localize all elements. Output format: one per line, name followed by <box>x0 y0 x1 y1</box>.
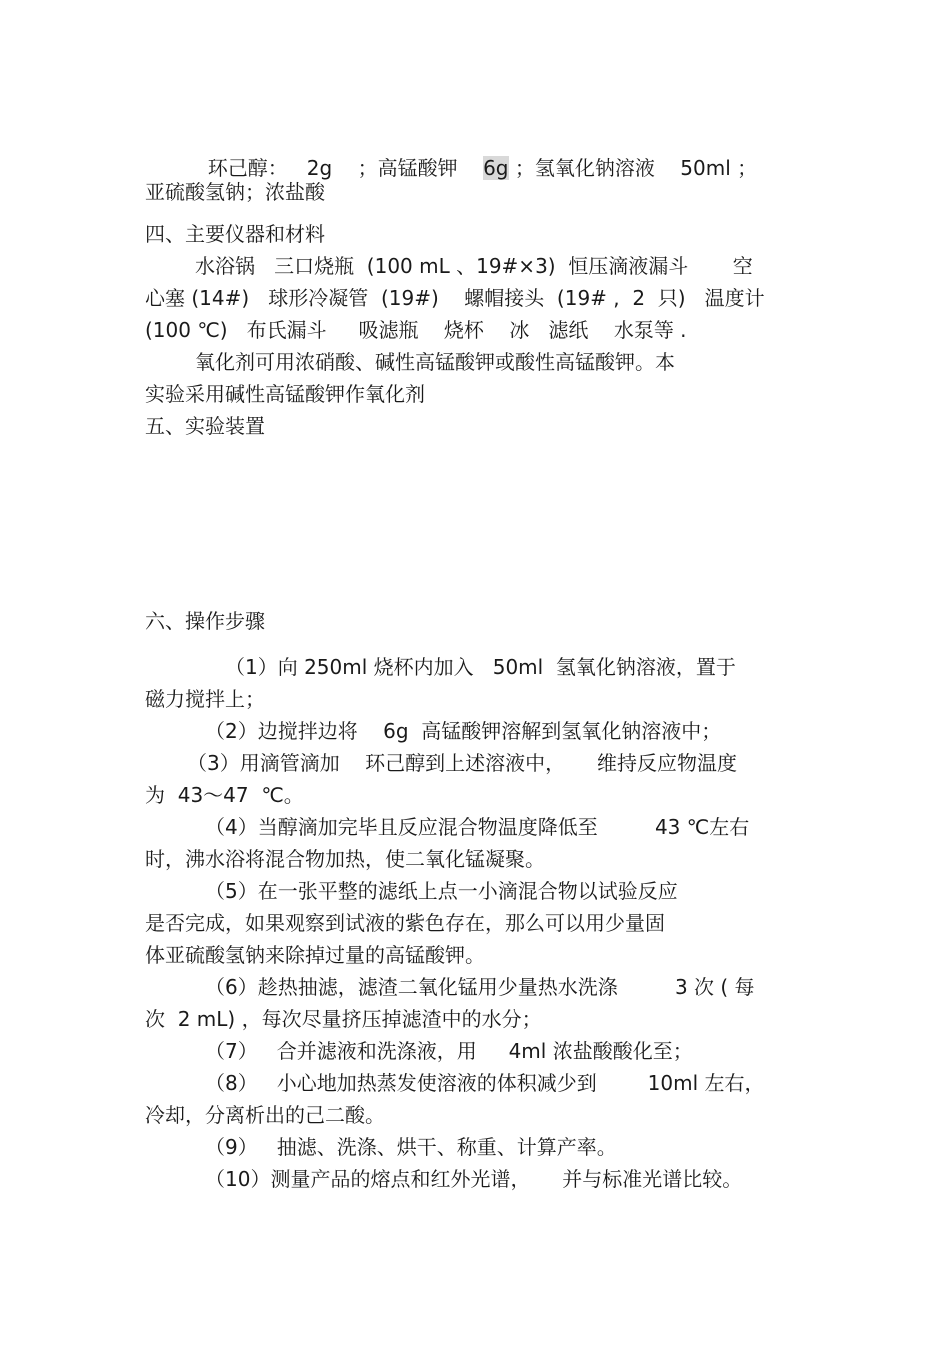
reagents-line-1 <box>195 129 757 181</box>
section-6-heading: 六、操作步骤 <box>145 609 265 633</box>
step-5-line-3: 体亚硫酸氢钠来除掉过量的高锰酸钾。 <box>145 943 485 967</box>
step-3-line-2: 为 43～47 ℃。 <box>145 783 304 807</box>
step-6-line-1: （6）趁热抽滤，滤渣二氧化锰用少量热水洗涤 3 次 ( 每 <box>205 975 755 999</box>
step-8-line-2: 冷却，分离析出的己二酸。 <box>145 1103 385 1127</box>
highlighted-mass: 6g <box>483 156 509 180</box>
step-4-line-2: 时，沸水浴将混合物加热，使二氧化锰凝聚。 <box>145 847 545 871</box>
equipment-line-3: (100 ℃) 布氏漏斗 吸滤瓶 烧杯 冰 滤纸 水泵等 . <box>145 318 687 342</box>
step-4-line-1: （4）当醇滴加完毕且反应混合物温度降低至 43 ℃左右 <box>205 815 750 839</box>
step-1-line-2: 磁力搅拌上； <box>145 687 265 711</box>
step-10: （10）测量产品的熔点和红外光谱， 并与标准光谱比较。 <box>205 1167 743 1191</box>
equipment-line-1: 水浴锅 三口烧瓶 (100 mL 、19#×3) 恒压滴液漏斗 空 <box>195 254 753 278</box>
section-5-heading: 五、实验装置 <box>145 414 265 438</box>
step-5-line-1: （5）在一张平整的滤纸上点一小滴混合物以试验反应 <box>205 879 678 903</box>
step-8-line-1: （8） 小心地加热蒸发使溶液的体积减少到 10ml 左右， <box>205 1071 765 1095</box>
oxidant-line-1: 氧化剂可用浓硝酸、碱性高锰酸钾或酸性高锰酸钾。本 <box>195 350 675 374</box>
step-5-line-2: 是否完成，如果观察到试液的紫色存在，那么可以用少量固 <box>145 911 665 935</box>
step-2: （2）边搅拌边将 6g 高锰酸钾溶解到氢氧化钠溶液中； <box>205 719 722 743</box>
step-1-line-1: （1）向 250ml 烧杯内加入 50ml 氢氧化钠溶液，置于 <box>225 655 736 679</box>
step-6-line-2: 次 2 mL) ，每次尽量挤压掉滤渣中的水分； <box>145 1007 542 1031</box>
equipment-line-2: 心塞 (14#) 球形冷凝管 (19#) 螺帽接头 (19# , 2 只) 温度计 <box>145 286 765 310</box>
reagents-text-a: 环己醇： 2g ；高锰酸钾 <box>207 156 484 180</box>
step-3-line-1: （3）用滴管滴加 环己醇到上述溶液中， 维持反应物温度 <box>187 751 737 775</box>
step-9: （9） 抽滤、洗涤、烘干、称重、计算产率。 <box>205 1135 617 1159</box>
reagents-text-b: ；氢氧化钠溶液 50ml ； <box>508 156 758 180</box>
oxidant-line-2: 实验采用碱性高锰酸钾作氧化剂 <box>145 382 425 406</box>
reagents-line-2: 亚硫酸氢钠；浓盐酸 <box>145 180 325 204</box>
step-7: （7） 合并滤液和洗涤液，用 4ml 浓盐酸酸化至； <box>205 1039 693 1063</box>
section-4-heading: 四、主要仪器和材料 <box>145 222 325 246</box>
